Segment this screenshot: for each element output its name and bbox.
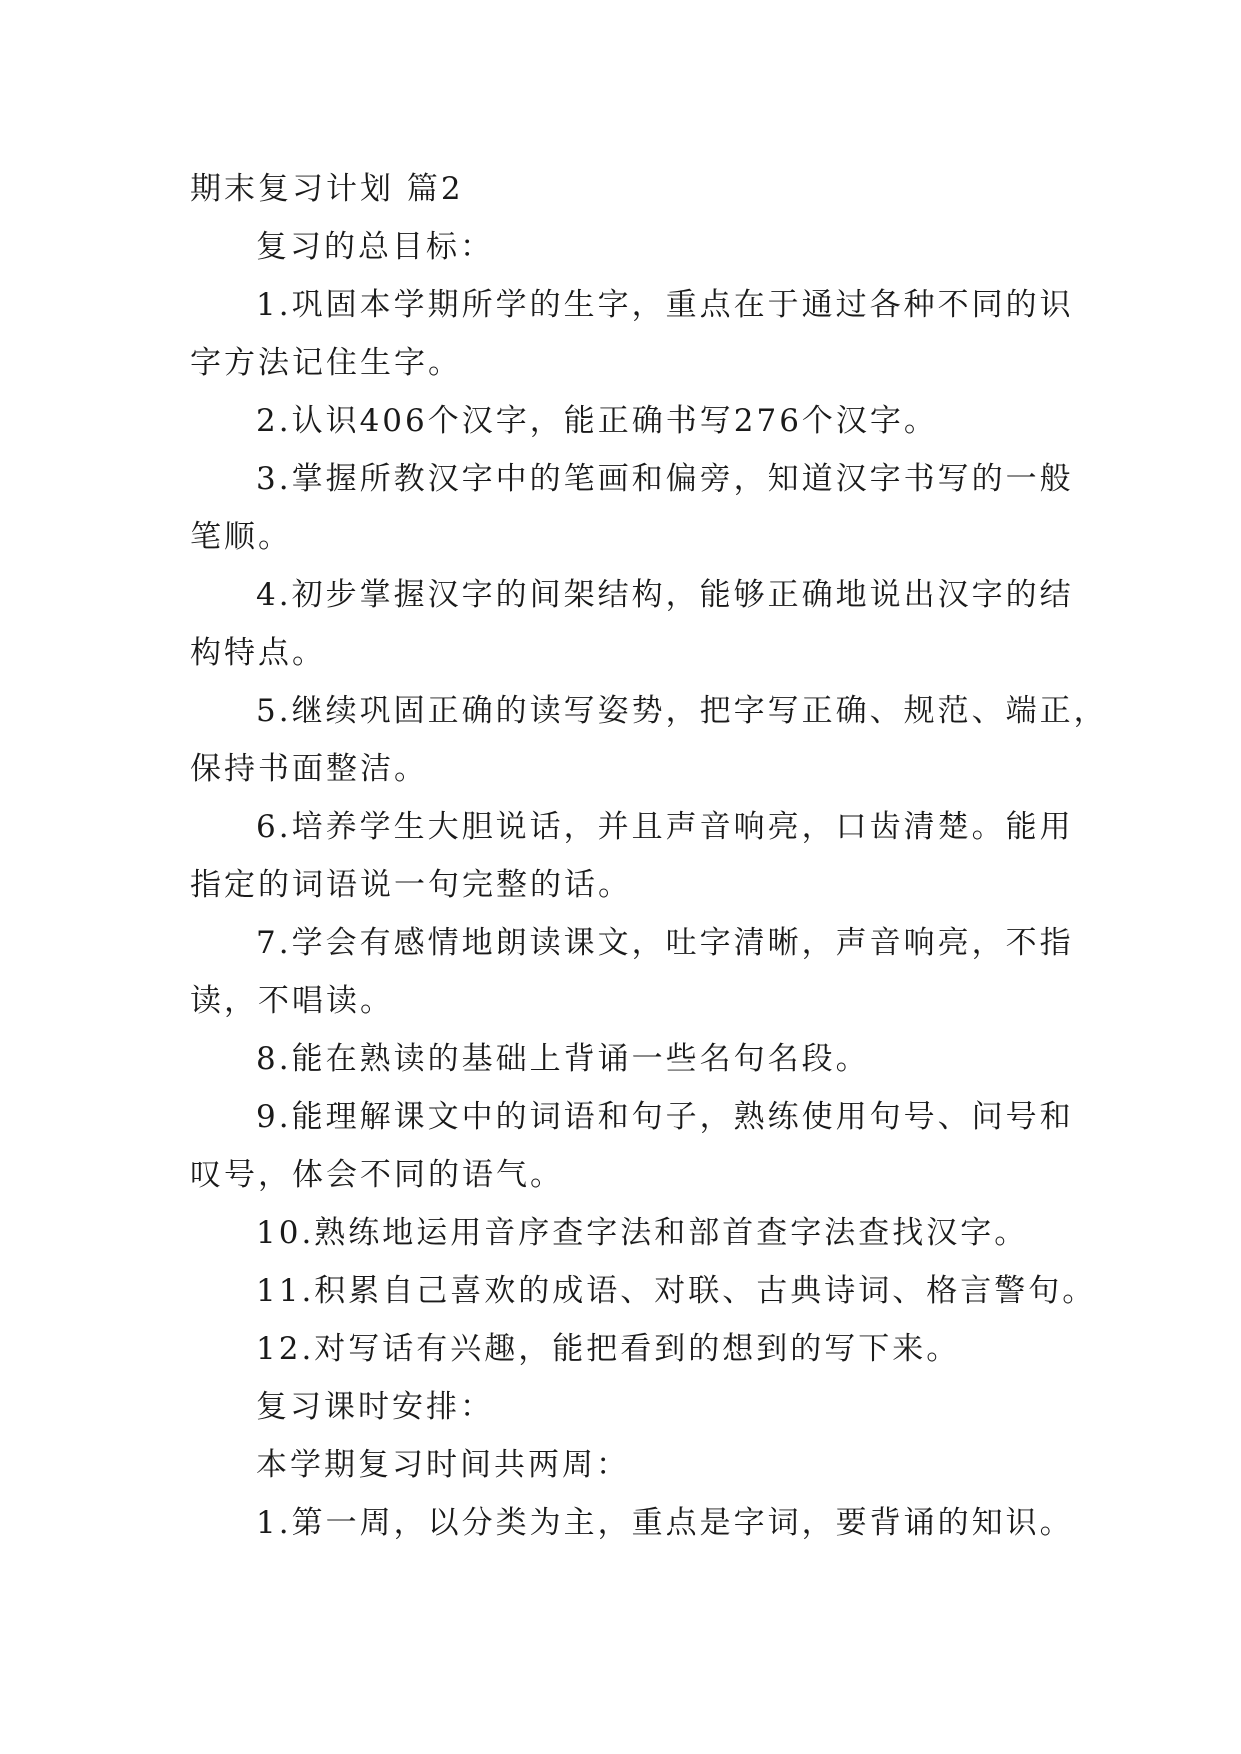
text-line: 指定的词语说一句完整的话。: [190, 867, 632, 903]
text-line: 12.对写话有兴趣，能把看到的想到的写下来。: [256, 1331, 961, 1367]
text-line: 8.能在熟读的基础上背诵一些名句名段。: [256, 1041, 870, 1077]
text-line: 1.巩固本学期所学的生字，重点在于通过各种不同的识: [256, 287, 1074, 323]
text-line: 笔顺。: [190, 519, 292, 555]
text-line: 5.继续巩固正确的读写姿势，把字写正确、规范、端正，: [256, 693, 1108, 729]
text-line: 保持书面整洁。: [190, 751, 428, 787]
text-line: 3.掌握所教汉字中的笔画和偏旁，知道汉字书写的一般: [256, 461, 1074, 497]
text-line: 6.培养学生大胆说话，并且声音响亮，口齿清楚。能用: [256, 809, 1074, 845]
text-line: 1.第一周，以分类为主，重点是字词，要背诵的知识。: [256, 1505, 1074, 1541]
text-line: 7.学会有感情地朗读课文，吐字清晰，声音响亮，不指: [256, 925, 1074, 961]
text-line: 2.认识406个汉字，能正确书写276个汉字。: [256, 403, 938, 439]
text-line: 复习的总目标：: [256, 229, 494, 265]
text-line: 本学期复习时间共两周：: [256, 1447, 630, 1483]
text-line: 9.能理解课文中的词语和句子，熟练使用句号、问号和: [256, 1099, 1074, 1135]
document-body: [190, 160, 1108, 1552]
text-line: 10.熟练地运用音序查字法和部首查字法查找汉字。: [256, 1215, 1029, 1251]
text-line: 字方法记住生字。: [190, 345, 462, 381]
text-line: 4.初步掌握汉字的间架结构，能够正确地说出汉字的结: [256, 577, 1074, 613]
text-line: 叹号，体会不同的语气。: [190, 1157, 564, 1193]
text-line: 复习课时安排：: [256, 1389, 494, 1425]
text-line: 11.积累自己喜欢的成语、对联、古典诗词、格言警句。: [256, 1273, 1097, 1309]
text-line: 读，不唱读。: [190, 983, 394, 1019]
document-title: 期末复习计划 篇2: [190, 171, 464, 207]
text-line: 构特点。: [190, 635, 326, 671]
